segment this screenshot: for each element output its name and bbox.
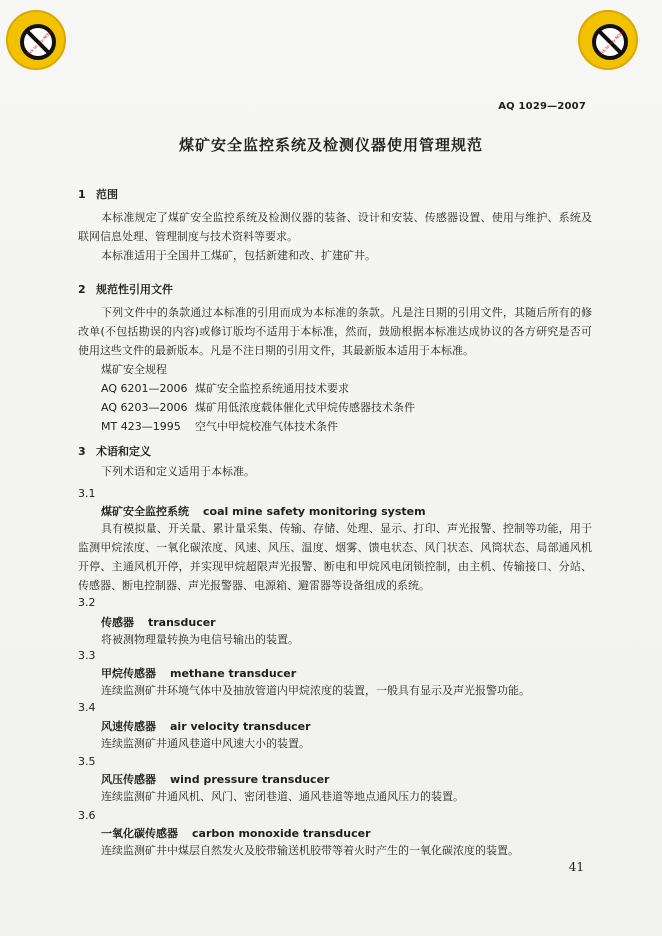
reference-text: 煤矿安全规程 [101,363,167,376]
term-chinese: 甲烷传感器 [101,667,156,680]
stamp-center-text: Click to buy NOW! [596,28,626,58]
document-title: 煤矿安全监控系统及检测仪器使用管理规范 [178,136,483,154]
term-english: methane transducer [170,667,297,680]
section-1-body [78,208,592,265]
reference-text: 空气中甲烷校准气体技术条件 [195,420,338,433]
section-3-heading [78,443,151,459]
reference-item [101,417,338,436]
section-number: 1 [78,188,86,201]
term-number: 3.3 [78,649,96,662]
reference-item [101,398,415,417]
term-number: 3.5 [78,755,96,768]
page-number: 41 [568,860,584,874]
reference-code: MT 423—1995 [101,420,181,433]
term-heading [101,665,296,681]
definition-text: 连续监测矿井通风巷道中风速大小的装置。 [101,737,310,750]
definition-text: 连续监测矿井环境气体中及抽放管道内甲烷浓度的装置，一般具有显示及声光报警功能。 [101,684,530,697]
section-number: 3 [78,445,86,458]
term-definition [78,734,592,753]
section-title: 规范性引用文件 [96,283,173,296]
stamp-logo-icon [8,12,68,72]
term-definition [78,630,592,649]
term-chinese: 风压传感器 [101,773,156,786]
definition-text: 将被测物理量转换为电信号输出的装置。 [101,633,299,646]
term-definition [78,841,592,860]
term-number: 3.6 [78,809,96,822]
stamp-logo-icon [580,12,640,72]
term-definition [78,787,592,806]
term-english: air velocity transducer [170,720,311,733]
definition-text: 连续监测矿井通风机、风门、密闭巷道、通风巷道等地点通风压力的装置。 [101,790,464,803]
reference-text: 煤矿用低浓度载体催化式甲烷传感器技术条件 [195,401,415,414]
reference-code: AQ 6201—2006 [101,382,188,395]
section-1-heading [78,186,118,202]
term-chinese: 煤矿安全监控系统 [101,505,189,518]
term-heading [101,614,216,630]
term-chinese: 一氧化碳传感器 [101,827,178,840]
term-heading [101,825,371,841]
section-3-intro: 下列术语和定义适用于本标准。 [101,465,255,478]
term-heading [101,771,329,787]
reference-code: AQ 6203—2006 [101,401,188,414]
reference-item [101,360,167,379]
section-title: 范围 [96,188,118,201]
term-chinese: 传感器 [101,616,134,629]
paragraph: 下列文件中的条款通过本标准的引用而成为本标准的条款。凡是注日期的引用文件，其随后所有的修改单(不包括勘误的内容)或修订版均不适用于本标准，然而，鼓励根据本标准达成协议的各方研究是否可使用这些文件的最新版本。凡是不注日期的引用文件，其最新版本适用于本标准。 [78,306,592,357]
term-english: carbon monoxide transducer [192,827,371,840]
term-number: 3.2 [78,596,96,609]
pdf-xchange-stamp-left[interactable] [6,10,66,70]
paragraph: 本标准适用于全国井工煤矿，包括新建和改、扩建矿井。 [101,249,376,262]
term-english: transducer [148,616,216,629]
term-number: 3.1 [78,487,96,500]
reference-text: 煤矿安全监控系统通用技术要求 [195,382,349,395]
definition-text: 具有模拟量、开关量、累计量采集、传输、存储、处理、显示、打印、声光报警、控制等功能，用于监测甲烷浓度、一氧化碳浓度、风速、风压、温度、烟雾、馈电状态、风门状态、风筒状态、局部通风机开停、主通风机开停，并实现甲烷超限声光报警、断电和甲烷风电闭锁控制，由主机、传输接口、分站、传感器、断电控制器、声光报警器、电源箱、避雷器等设备组成的系统。 [78,522,592,592]
term-english: coal mine safety monitoring system [203,505,426,518]
term-number: 3.4 [78,701,96,714]
reference-item [101,379,349,398]
definition-text: 连续监测矿井中煤层自然发火及胶带输送机胶带等着火时产生的一氧化碳浓度的装置。 [101,844,519,857]
term-definition [78,681,592,700]
section-2-body [78,303,592,360]
standard-code: AQ 1029—2007 [498,101,586,112]
term-heading [101,718,311,734]
pdf-xchange-stamp-right[interactable] [578,10,638,70]
section-2-heading [78,281,173,297]
term-definition [78,519,592,595]
term-chinese: 风速传感器 [101,720,156,733]
stamp-center-text: Click to buy NOW! [24,28,54,58]
term-english: wind pressure transducer [170,773,330,786]
term-heading [101,503,426,519]
section-number: 2 [78,283,86,296]
section-title: 术语和定义 [96,445,151,458]
paragraph: 本标准规定了煤矿安全监控系统及检测仪器的装备、设计和安装、传感器设置、使用与维护、系统及联网信息处理、管理制度与技术资料等要求。 [78,211,592,243]
